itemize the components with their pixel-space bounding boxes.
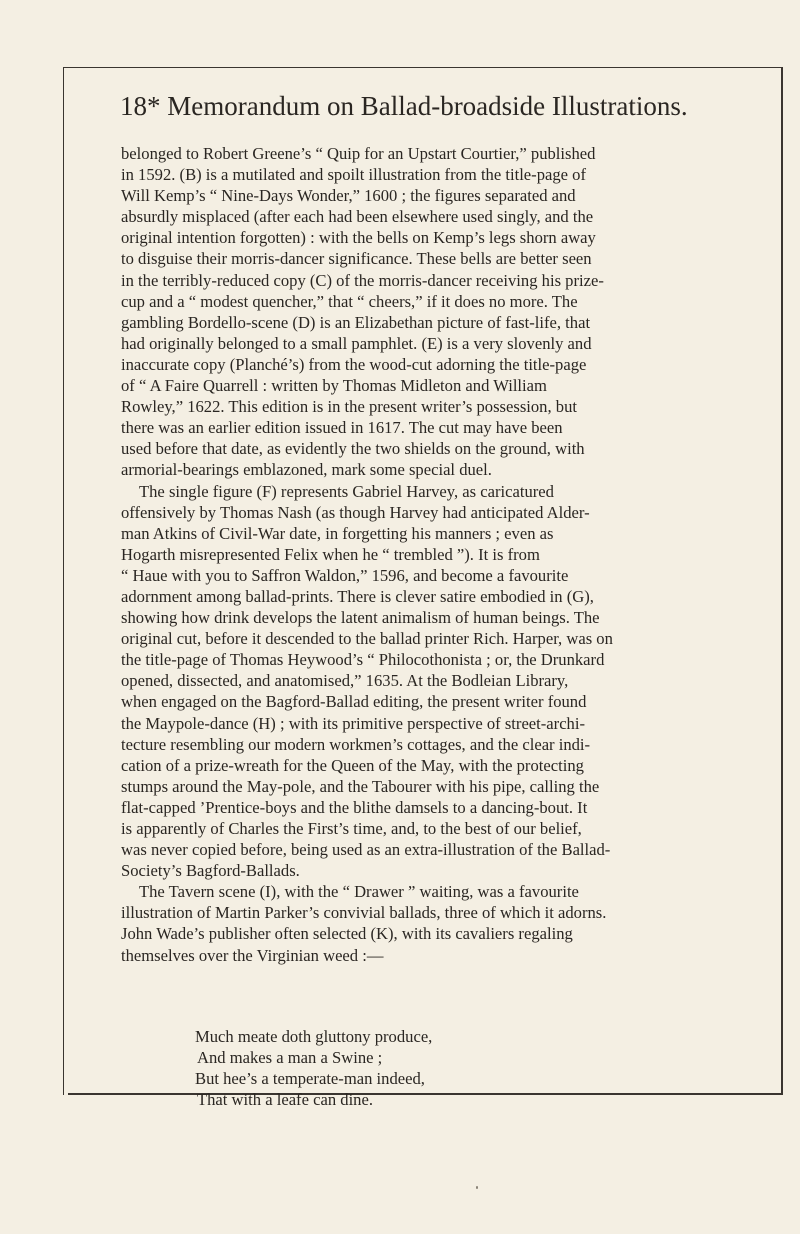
- page-heading: 18* Memorandum on Ballad-broadside Illustrations.: [120, 91, 688, 121]
- text-line: Will Kemp’s “ Nine-Days Wonder,” 1600 ; the figures separated and: [121, 186, 576, 206]
- text-line: there was an earlier edition issued in 1617. The cut may have been: [121, 418, 563, 438]
- text-line: illustration of Martin Parker’s convivial ballads, three of which it adorns.: [121, 903, 607, 923]
- text-line: tecture resembling our modern workmen’s cottages, and the clear indi-: [121, 734, 591, 754]
- text-line: stumps around the May-pole, and the Tabourer with his pipe, calling the: [121, 776, 600, 796]
- verse-line: That with a leafe can dine.: [197, 1090, 373, 1110]
- text-line: the Maypole-dance (H) ; with its primitive perspective of street-archi-: [121, 713, 585, 733]
- text-line: to disguise their morris-dancer significance. These bells are better seen: [121, 249, 592, 269]
- text-line: Society’s Bagford-Ballads.: [121, 861, 300, 881]
- text-line: flat-capped ’Prentice-boys and the blithe damsels to a dancing-bout. It: [121, 797, 588, 817]
- text-line: showing how drink develops the latent animalism of human beings. The: [121, 608, 600, 628]
- text-line: in the terribly-reduced copy (C) of the morris-dancer receiving his prize-: [121, 270, 604, 290]
- text-line: belonged to Robert Greene’s “ Quip for an Upstart Courtier,” published: [121, 144, 596, 163]
- text-line: inaccurate copy (Planché’s) from the wood-cut adorning the title-page: [121, 354, 587, 374]
- text-line: when engaged on the Bagford-Ballad editing, the present writer found: [121, 692, 587, 712]
- paragraph-start-line: The Tavern scene (I), with the “ Drawer ” waiting, was a favourite: [139, 882, 579, 902]
- verse-line: And makes a man a Swine ;: [197, 1048, 383, 1068]
- verse-line: Much meate doth gluttony produce,: [195, 1027, 433, 1046]
- text-line: cup and a “ modest quencher,” that “ cheers,” if it does no more. The: [121, 291, 578, 311]
- verse-line: But hee’s a temperate-man indeed,: [195, 1069, 425, 1089]
- text-line: “ Haue with you to Saffron Waldon,” 1596, and become a favourite: [121, 565, 569, 585]
- text-line: offensively by Thomas Nash (as though Harvey had anticipated Alder-: [121, 502, 590, 522]
- text-line: gambling Bordello-scene (D) is an Elizabethan picture of fast-life, that: [121, 312, 591, 332]
- text-line: Hogarth misrepresented Felix when he “ trembled ”). It is from: [121, 544, 540, 564]
- text-line: opened, dissected, and anatomised,” 1635. At the Bodleian Library,: [121, 671, 569, 691]
- text-line: original intention forgotten) : with the bells on Kemp’s legs shorn away: [121, 228, 596, 248]
- paper-speck: [476, 1186, 478, 1189]
- text-line: was never copied before, being used as an extra-illustration of the Ballad-: [121, 840, 611, 860]
- text-line: had originally belonged to a small pamphlet. (E) is a very slovenly and: [121, 333, 592, 353]
- text-line: of “ A Faire Quarrell : written by Thomas Midleton and William: [121, 376, 547, 396]
- text-line: absurdly misplaced (after each had been elsewhere used singly, and the: [121, 207, 594, 227]
- body-text: [121, 143, 711, 966]
- text-line: cation of a prize-wreath for the Queen of the May, with the protecting: [121, 755, 584, 775]
- text-line: adornment among ballad-prints. There is clever satire embodied in (G),: [121, 586, 594, 606]
- text-line: original cut, before it descended to the ballad printer Rich. Harper, was on: [121, 629, 613, 649]
- text-line: the title-page of Thomas Heywood’s “ Philocothonista ; or, the Drunkard: [121, 650, 605, 670]
- text-line: in 1592. (B) is a mutilated and spoilt illustration from the title-page of: [121, 165, 586, 185]
- text-line: John Wade’s publisher often selected (K), with its cavaliers regaling: [121, 924, 573, 944]
- text-line: is apparently of Charles the First’s time, and, to the best of our belief,: [121, 819, 582, 838]
- text-line: themselves over the Virginian weed :—: [121, 945, 384, 965]
- text-line: Rowley,” 1622. This edition is in the present writer’s possession, but: [121, 397, 577, 417]
- text-line: used before that date, as evidently the two shields on the ground, with: [121, 439, 585, 459]
- verse-quotation: [195, 1026, 432, 1110]
- text-line: man Atkins of Civil-War date, in forgetting his manners ; even as: [121, 523, 554, 543]
- text-line: armorial-bearings emblazoned, mark some special duel.: [121, 460, 492, 480]
- paragraph-start-line: The single figure (F) represents Gabriel Harvey, as caricatured: [139, 481, 554, 501]
